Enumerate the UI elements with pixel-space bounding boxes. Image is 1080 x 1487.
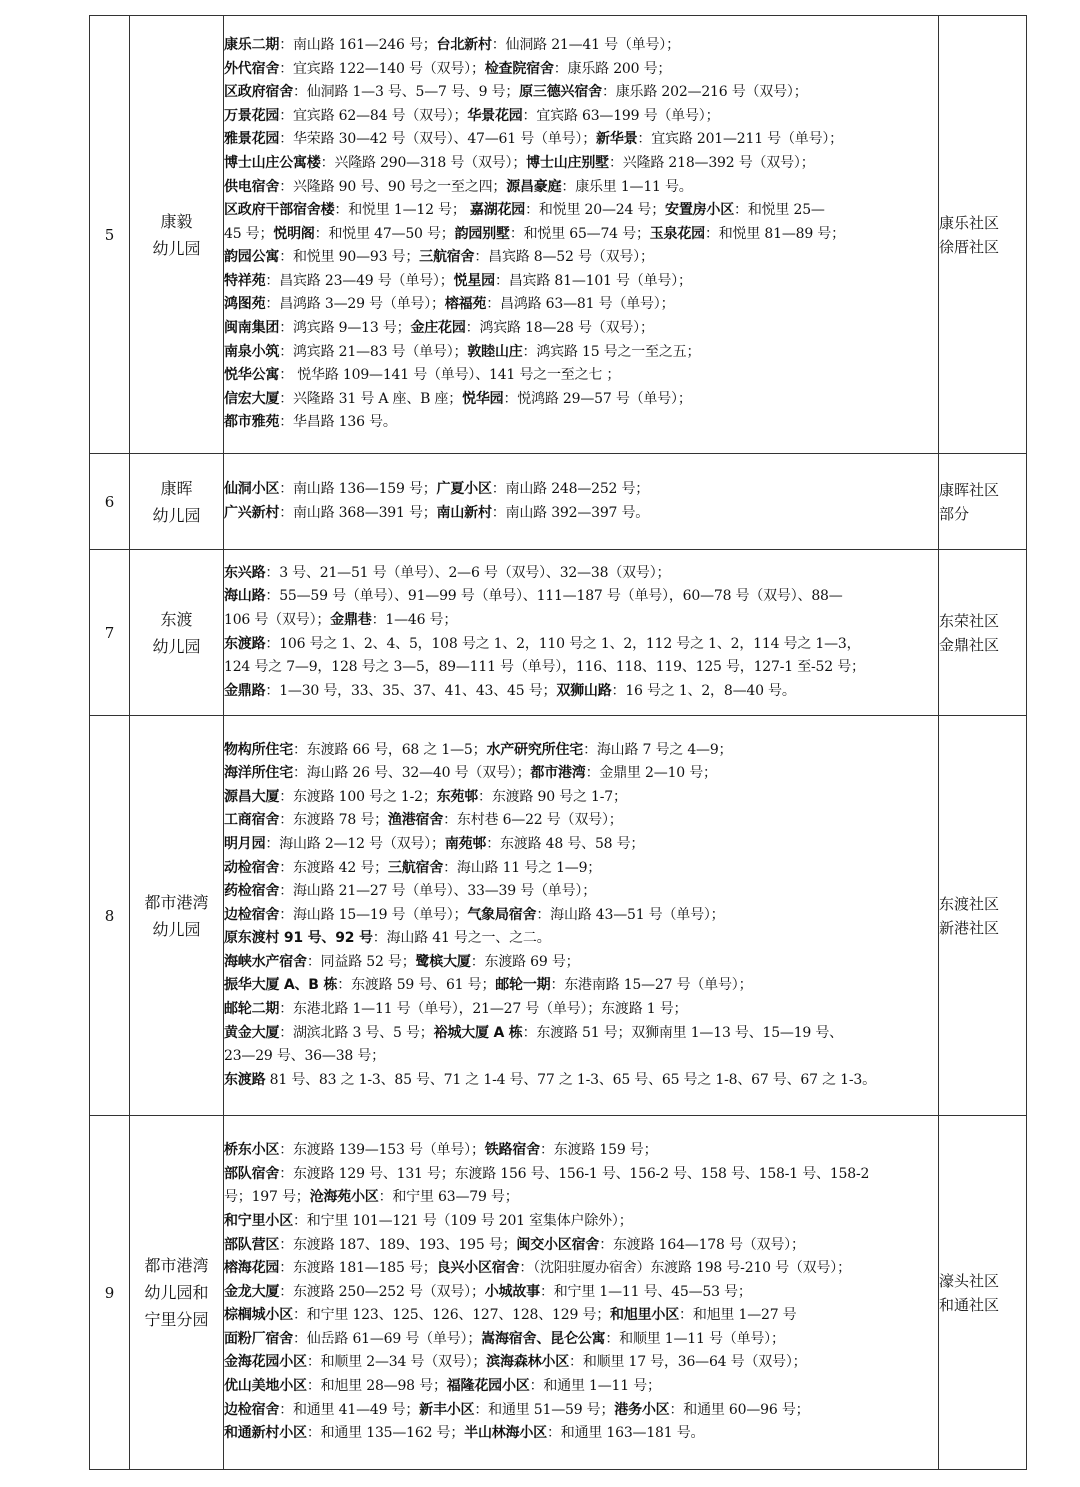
residence-name: 鸿图苑 (224, 296, 266, 313)
residence-name: 闽交小区宿舍 (516, 1236, 600, 1253)
table-row (90, 16, 1027, 454)
residence-name: 裕城大厦 A 栋 (433, 1024, 523, 1041)
residence-name: 良兴小区宿舍 (436, 1260, 520, 1277)
address-text: ：和悦里 25— (734, 202, 825, 219)
address-text: ：55—59 号（单号）、91—99 号（单号）、111—187 号（单号），60—78 号（双号）、88— (265, 588, 843, 605)
residence-name: 双狮山路 (556, 682, 612, 699)
address-text: ：和通里 1—11 号； (529, 1378, 661, 1395)
residence-name: 物构所住宅 (224, 741, 293, 758)
residence-name: 博士山庄别墅 (526, 154, 609, 171)
address-text: ：东渡路 42 号； (279, 859, 388, 876)
residence-name: 东渡路 (224, 1071, 266, 1088)
school-zone-table (89, 15, 1027, 1470)
table-row (90, 716, 1027, 1116)
address-text: 号；197 号； (224, 1189, 310, 1206)
address-text: ：鸿宾路 18—28 号（双号）； (465, 320, 654, 337)
residence-name: 韵园别墅 (454, 225, 510, 242)
community-line: 和通社区 (939, 1295, 1000, 1314)
residence-name: 检查院宿舍 (484, 60, 554, 77)
address-text: ：兴隆路 31 号 A 座、B 座； (279, 390, 463, 407)
address-text: ：海山路 21—27 号（单号）、33—39 号（单号）； (279, 883, 597, 900)
area-line (224, 585, 938, 609)
residence-name: 都市港湾 (530, 765, 586, 782)
address-text: ：昌鸿路 63—81 号（单号）； (486, 296, 675, 313)
address-text: ：鸿宾路 9—13 号； (279, 320, 411, 337)
address-text: ：兴隆路 218—392 号（双号）； (608, 154, 815, 171)
address-text: ：南山路 248—252 号； (491, 480, 650, 497)
address-text: ：和通里 41—49 号； (279, 1401, 420, 1418)
residence-name: 榕海花园 (224, 1260, 280, 1277)
kindergarten-name (130, 16, 224, 454)
residence-name: 万景花园 (224, 107, 280, 124)
address-text: ：和悦里 20—24 号； (525, 202, 666, 219)
enrollment-area (224, 1116, 939, 1470)
enrollment-area (224, 16, 939, 454)
address-text: ：宜宾路 201—211 号（单号）； (637, 131, 843, 148)
area-line (224, 152, 938, 176)
address-text: ：东渡路 250—252 号（双号）； (279, 1283, 485, 1300)
residence-name: 供电宿舍 (224, 178, 280, 195)
address-text: ：昌宾路 23—49 号（单号）； (265, 272, 454, 289)
area-line (224, 998, 938, 1022)
kindergarten-name (130, 1116, 224, 1470)
address-text: ：仙洞路 21—41 号（单号）； (491, 36, 680, 53)
row-number: 6 (90, 454, 130, 550)
area-line (224, 1257, 938, 1281)
residence-name: 海洋所住宅 (224, 765, 293, 782)
address-text: ：海山路 41 号之一、之二。 (372, 930, 551, 947)
address-text: ：东渡路 90 号之 1-7； (478, 788, 627, 805)
residence-name: 信宏大厦 (224, 390, 280, 407)
residence-name: 优山美地小区 (224, 1378, 307, 1395)
address-text: ：华昌路 136 号。 (279, 414, 397, 431)
residence-name: 区政府干部宿舍楼 (224, 202, 335, 219)
address-text: ：海山路 15—19 号（单号）； (279, 906, 468, 923)
address-text: ：兴隆路 290—318 号（双号）； (320, 154, 527, 171)
address-text: ：3 号、21—51 号（单号）、2—6 号（双号）、32—38（双号）； (265, 564, 671, 581)
area-line (224, 1139, 938, 1163)
residence-name: 鹭槟大厦 (415, 953, 471, 970)
address-text: ：和顺里 2—34 号（双号）； (306, 1354, 487, 1371)
row-number: 5 (90, 16, 130, 454)
address-text: ：东渡路 159 号； (539, 1142, 658, 1159)
area-line (224, 927, 938, 951)
address-text: 106 号（双号）； (224, 611, 331, 628)
residence-name: 原东渡村 91 号、92 号 (224, 930, 373, 947)
residence-name: 南泉小筑 (224, 343, 280, 360)
address-text: ：昌宾路 8—52 号（双号）； (474, 249, 654, 266)
residence-name: 韵园公寓 (224, 249, 280, 266)
address-text: ：和旭里 1—27 号 (679, 1307, 797, 1324)
address-text: 23—29 号、36—38 号； (224, 1048, 385, 1065)
kindergarten-name-line: 康毅 (160, 211, 193, 231)
address-text: ：和悦里 1—12 号； (334, 202, 470, 219)
address-text: ：同益路 52 号； (306, 953, 416, 970)
address-text: ：和宁里 1—11 号、45—53 号； (539, 1283, 752, 1300)
kindergarten-name-line: 都市港湾 (144, 892, 209, 912)
address-text: ：东渡路 139—153 号（单号）； (279, 1142, 485, 1159)
address-text: ：东港北路 1—11 号（单号），21—27 号（单号）；东渡路 1 号； (279, 1001, 688, 1018)
area-line (224, 762, 938, 786)
community (939, 454, 1027, 550)
kindergarten-name-line: 幼儿园 (152, 636, 201, 656)
kindergarten-name-line: 宁里分园 (144, 1310, 209, 1329)
area-line (224, 411, 938, 435)
address-text: ：悦鸿路 29—57 号（单号）； (503, 390, 692, 407)
residence-name: 榕福苑 (444, 296, 487, 313)
address-text: ：和宁里 123、125、126、127、128、129 号； (293, 1307, 611, 1324)
area-line (224, 1163, 938, 1187)
address-text: ：和宁里 63—79 号； (378, 1189, 519, 1206)
kindergarten-name-line: 幼儿园和 (144, 1283, 209, 1302)
community-line: 康晖社区 (939, 480, 1000, 499)
residence-name: 区政府宿舍 (224, 84, 293, 101)
area-line (224, 341, 938, 365)
row-number: 9 (90, 1116, 130, 1470)
address-text: ：和悦里 47—50 号； (314, 225, 455, 242)
kindergarten-name-line: 康晖 (160, 478, 193, 498)
address-text: ：东渡路 78 号； (279, 812, 388, 829)
residence-name: 源昌大厦 (224, 788, 280, 805)
row-number: 7 (90, 550, 130, 716)
community-line: 康乐社区 (939, 213, 1000, 232)
address-text: ：和通里 163—181 号。 (546, 1425, 705, 1442)
residence-name: 原三德兴宿舍 (519, 84, 602, 101)
area-line (224, 199, 938, 223)
address-text: ：东渡路 187、189、193、195 号； (279, 1236, 517, 1253)
residence-name: 三航宿舍 (419, 249, 475, 266)
address-text: ：和悦里 65—74 号； (509, 225, 650, 242)
residence-name: 东兴路 (224, 564, 266, 581)
address-text: ：南山路 368—391 号； (279, 504, 437, 521)
residence-name: 海山路 (224, 588, 266, 605)
residence-name: 台北新村 (436, 36, 492, 53)
residence-name: 南山新村 (436, 504, 492, 521)
residence-name: 博士山庄公寓楼 (224, 154, 321, 171)
community (939, 16, 1027, 454)
enrollment-area (224, 550, 939, 716)
residence-name: 康乐二期 (224, 36, 280, 53)
address-text: ：东渡路 69 号； (470, 953, 580, 970)
residence-name: 嵩海宿舍、昆仑公寓 (481, 1330, 606, 1347)
kindergarten-name-line: 幼儿园 (152, 238, 201, 258)
residence-name: 部队宿舍 (224, 1165, 280, 1182)
area-line (224, 656, 938, 680)
area-line (224, 128, 938, 152)
area-line (224, 1304, 938, 1328)
enrollment-area (224, 454, 939, 550)
area-line (224, 833, 938, 857)
residence-name: 半山林海小区 (464, 1425, 547, 1442)
kindergarten-name-line: 东渡 (160, 609, 193, 629)
residence-name: 桥东小区 (224, 1142, 280, 1159)
residence-name: 黄金大厦 (224, 1024, 280, 1041)
residence-name: 三航宿舍 (387, 859, 444, 876)
address-text: ：宜宾路 63—199 号（单号）； (522, 107, 720, 124)
residence-name: 源昌豪庭 (506, 178, 562, 195)
address-text: ：海山路 7 号之 4—9； (583, 741, 733, 758)
address-text: ：和通里 51—59 号； (474, 1401, 615, 1418)
community-line: 部分 (939, 504, 970, 523)
kindergarten-name (130, 716, 224, 1116)
area-line (224, 1399, 938, 1423)
residence-name: 雅景花园 (224, 131, 280, 148)
community-line: 东渡社区 (939, 894, 1000, 913)
address-text: ：（沈阳驻厦办宿舍）东渡路 198 号-210 号（双号）； (519, 1260, 851, 1277)
area-line (224, 246, 938, 270)
residence-name: 新丰小区 (419, 1401, 475, 1418)
residence-name: 边检宿舍 (224, 1401, 280, 1418)
address-text: ：东渡路 66 号，68 之 1—5； (293, 741, 487, 758)
residence-name: 和通新村小区 (224, 1425, 307, 1442)
residence-name: 金鼎路 (224, 682, 266, 699)
residence-name: 水产研究所住宅 (486, 741, 584, 758)
address-text: ：106 号之 1、2、4、5，108 号之 1、2，110 号之 1、2，112 号之 1、2，114 号之 1—3， (265, 635, 861, 652)
kindergarten-name-line: 都市港湾 (144, 1256, 209, 1275)
residence-name: 明月园 (224, 835, 266, 852)
address-text: ：康乐里 1—11 号。 (561, 178, 693, 195)
residence-name: 和旭里小区 (610, 1307, 680, 1324)
residence-name: 金庄花园 (410, 320, 466, 337)
area-line (224, 58, 938, 82)
residence-name: 小城故事 (484, 1283, 540, 1300)
address-text: ：东渡路 181—185 号； (279, 1260, 437, 1277)
address-text: ：东渡路 164—178 号（双号）； (599, 1236, 805, 1253)
area-line (224, 1375, 938, 1399)
address-text: 124 号之 7—9，128 号之 3—5，89—111 号（单号），116、118、119、125 号，127-1 至-52 号； (224, 659, 865, 676)
residence-name: 新华景 (596, 131, 638, 148)
area-line (224, 857, 938, 881)
address-text: 81 号、83 之 1-3、85 号、71 之 1-4 号、77 之 1-3、65 号、65 号之 1-8、67 号、67 之 1-3。 (265, 1071, 876, 1088)
residence-name: 药检宿舍 (224, 883, 280, 900)
community-line: 金鼎社区 (939, 635, 1000, 654)
kindergarten-name-line: 幼儿园 (152, 505, 201, 525)
residence-name: 都市雅苑 (224, 414, 280, 431)
area-line (224, 388, 938, 412)
address-text: ：1—46 号； (371, 611, 458, 628)
address-text: ：东渡路 51 号；双狮南里 1—13 号、15—19 号、 (522, 1024, 843, 1041)
address-text: ：南山路 136—159 号； (279, 480, 437, 497)
row-number: 8 (90, 716, 130, 1116)
address-text: ：鸿宾路 15 号之一至之五； (522, 343, 701, 360)
address-text: ：和悦里 90—93 号； (279, 249, 420, 266)
area-line (224, 680, 938, 704)
residence-name: 外代宿舍 (224, 60, 280, 77)
residence-name: 铁路宿舍 (484, 1142, 540, 1159)
address-text: ：和宁里 101—121 号（109 号 201 室集体户除外）； (293, 1212, 633, 1229)
residence-name: 棕榈城小区 (224, 1307, 293, 1324)
residence-name: 动检宿舍 (224, 859, 280, 876)
residence-name: 特祥苑 (224, 272, 266, 289)
residence-name: 嘉湖花园 (469, 202, 526, 219)
kindergarten-name (130, 454, 224, 550)
community (939, 1116, 1027, 1470)
address-text: ：仙岳路 61—69 号（单号）； (293, 1330, 482, 1347)
address-text: ：东渡路 48 号、58 号； (486, 835, 645, 852)
area-line (224, 502, 938, 526)
address-text: ：东渡路 100 号之 1-2； (279, 788, 437, 805)
address-text: ：海山路 43—51 号（单号）； (536, 906, 725, 923)
address-text: ：和旭里 28—98 号； (306, 1378, 447, 1395)
area-line (224, 1328, 938, 1352)
residence-name: 南苑邨 (444, 835, 487, 852)
area-line (224, 786, 938, 810)
area-line (224, 1069, 938, 1093)
residence-name: 渔港宿舍 (387, 812, 444, 829)
residence-name: 金海花园小区 (224, 1354, 307, 1371)
residence-name: 邮轮二期 (224, 1001, 280, 1018)
area-line (224, 293, 938, 317)
area-line (224, 1234, 938, 1258)
area-line (224, 1210, 938, 1234)
residence-name: 敦睦山庄 (467, 343, 523, 360)
address-text: ：宜宾路 62—84 号（双号）； (279, 107, 468, 124)
area-line (224, 1022, 938, 1046)
address-text: ：南山路 161—246 号； (279, 36, 437, 53)
address-text: ：仙洞路 1—3 号、5—7 号、9 号； (293, 84, 520, 101)
area-line (224, 880, 938, 904)
address-text: ：湖滨北路 3 号、5 号； (279, 1024, 434, 1041)
area-line (224, 609, 938, 633)
residence-name: 部队营区 (224, 1236, 280, 1253)
area-line (224, 633, 938, 657)
residence-name: 仙洞小区 (224, 480, 280, 497)
residence-name: 气象局宿舍 (467, 906, 537, 923)
enrollment-area (224, 716, 939, 1116)
area-line (224, 223, 938, 247)
address-text: ：康乐路 202—216 号（双号）； (601, 84, 808, 101)
address-text: ：和顺里 17 号，36—64 号（双号）； (569, 1354, 807, 1371)
community-line: 新港社区 (939, 918, 1000, 937)
residence-name: 金鼎巷 (330, 611, 372, 628)
residence-name: 玉泉花园 (649, 225, 705, 242)
residence-name: 沧海苑小区 (309, 1189, 379, 1206)
address-text: ：金鼎里 2—10 号； (585, 765, 717, 782)
address-text: ：和通里 135—162 号； (306, 1425, 465, 1442)
residence-name: 闽南集团 (224, 320, 280, 337)
residence-name: 东渡路 (224, 635, 266, 652)
community (939, 550, 1027, 716)
area-line (224, 81, 938, 105)
area-line (224, 1281, 938, 1305)
residence-name: 海峡水产宿舍 (224, 953, 307, 970)
address-text: ：昌鸿路 3—29 号（单号）； (265, 296, 445, 313)
area-line (224, 105, 938, 129)
residence-name: 华景花园 (467, 107, 523, 124)
area-line (224, 364, 938, 388)
residence-name: 金龙大厦 (224, 1283, 280, 1300)
address-text: ：东渡路 59 号、61 号； (337, 977, 496, 994)
residence-name: 广夏小区 (436, 480, 492, 497)
address-text: ：海山路 26 号、32—40 号（双号）； (293, 765, 531, 782)
residence-name: 悦华园 (462, 390, 504, 407)
table-row (90, 1116, 1027, 1470)
area-line (224, 739, 938, 763)
address-text: ：鸿宾路 21—83 号（单号）； (279, 343, 468, 360)
residence-name: 邮轮一期 (495, 977, 551, 994)
area-line (224, 809, 938, 833)
area-line (224, 1045, 938, 1069)
address-text: ：康乐路 200 号； (553, 60, 672, 77)
residence-name: 工商宿舍 (224, 812, 280, 829)
area-line (224, 904, 938, 928)
area-line (224, 1351, 938, 1375)
address-text: ：和顺里 1—11 号（单号）； (605, 1330, 785, 1347)
area-line (224, 1422, 938, 1446)
residence-name: 悦明阁 (273, 225, 315, 242)
table-row (90, 550, 1027, 716)
community-line: 东荣社区 (939, 611, 1000, 630)
address-text: ：宜宾路 122—140 号（双号）； (279, 60, 485, 77)
address-text: ：和通里 60—96 号； (669, 1401, 810, 1418)
residence-name: 港务小区 (614, 1401, 670, 1418)
area-line (224, 176, 938, 200)
community-line: 濠头社区 (939, 1271, 1000, 1290)
area-line (224, 34, 938, 58)
address-text: ：1—30 号，33、35、37、41、43、45 号； (265, 682, 557, 699)
area-line (224, 317, 938, 341)
residence-name: 和宁里小区 (224, 1212, 293, 1229)
area-line (224, 1186, 938, 1210)
residence-name: 边检宿舍 (224, 906, 280, 923)
area-line (224, 270, 938, 294)
residence-name: 安置房小区 (665, 202, 735, 219)
residence-name: 福隆花园小区 (446, 1378, 530, 1395)
residence-name: 悦华公寓 (224, 367, 280, 384)
address-text: ：和悦里 81—89 号； (704, 225, 845, 242)
address-text: ：华荣路 30—42 号（双号）、47—61 号（单号）； (279, 131, 597, 148)
table-row (90, 454, 1027, 550)
community (939, 716, 1027, 1116)
address-text: ：东港南路 15—27 号（单号）； (550, 977, 753, 994)
residence-name: 面粉厂宿舍 (224, 1330, 293, 1347)
residence-name: 振华大厦 A、B 栋 (224, 977, 338, 994)
area-line (224, 478, 938, 502)
residence-name: 东苑邨 (436, 788, 479, 805)
address-text: ：东村巷 6—22 号（双号）； (443, 812, 623, 829)
area-line (224, 951, 938, 975)
area-line (224, 562, 938, 586)
kindergarten-name (130, 550, 224, 716)
address-text: ：东渡路 129 号、131 号；东渡路 156 号、156-1 号、156-2 号、158 号、158-1 号、158-2 (279, 1165, 870, 1182)
residence-name: 悦星园 (453, 272, 495, 289)
kindergarten-name-line: 幼儿园 (152, 919, 201, 939)
address-text: ：兴隆路 90 号、90 号之一至之四； (279, 178, 507, 195)
address-text: ：昌宾路 81—101 号（单号）； (494, 272, 692, 289)
address-text: ：南山路 392—397 号。 (491, 504, 650, 521)
address-text: ：海山路 2—12 号（双号）； (265, 835, 445, 852)
address-text: 45 号； (224, 225, 274, 242)
community-line: 徐厝社区 (939, 237, 1000, 256)
residence-name: 广兴新村 (224, 504, 280, 521)
address-text: ：海山路 11 号之 1—9； (443, 859, 602, 876)
address-text: ：16 号之 1、2，8—40 号。 (611, 682, 796, 699)
residence-name: 滨海森林小区 (486, 1354, 570, 1371)
address-text: ： 悦华路 109—141 号（单号）、141 号之一至之七 ； (279, 367, 621, 384)
area-line (224, 974, 938, 998)
